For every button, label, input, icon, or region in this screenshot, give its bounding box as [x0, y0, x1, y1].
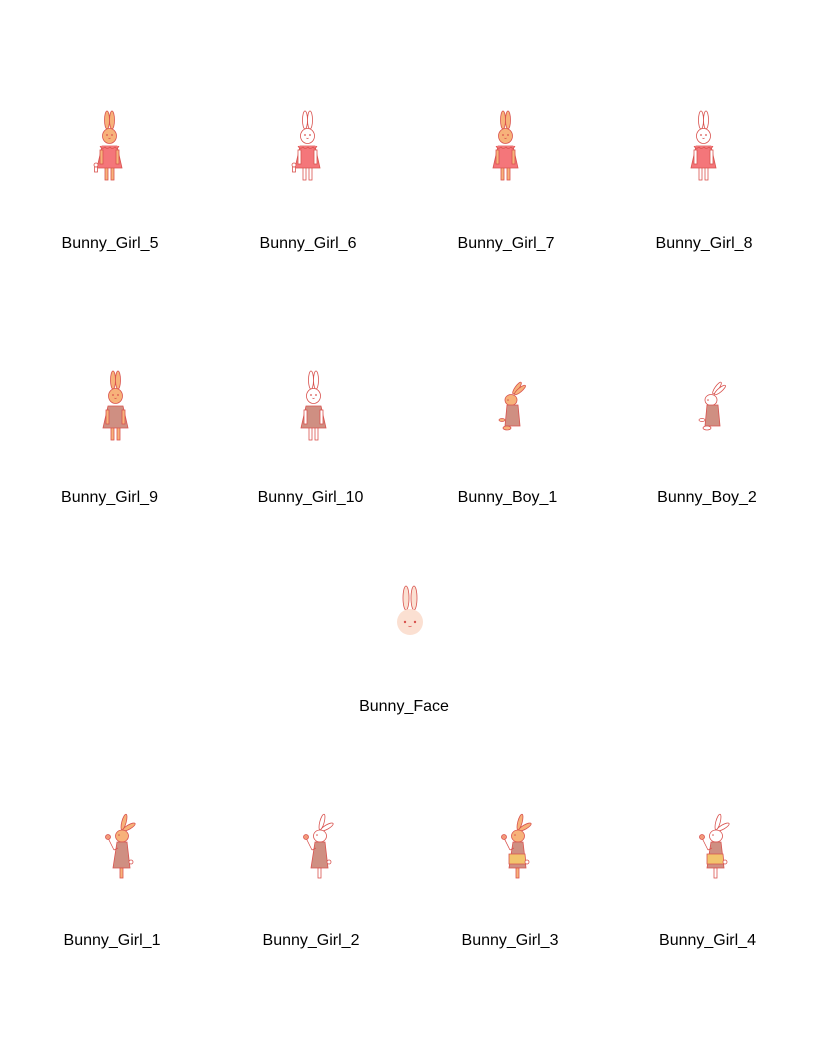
item-label: Bunny_Girl_1: [63, 932, 161, 949]
bunny-illustration: [490, 368, 534, 448]
bunny-illustration: [94, 368, 138, 448]
bunny-illustration: [388, 578, 432, 648]
bunny-illustration: [690, 368, 734, 448]
catalog-item: [224, 368, 404, 506]
item-label: Bunny_Girl_3: [461, 932, 559, 949]
catalog-item: [624, 810, 804, 949]
bunny-illustration: [682, 108, 726, 188]
item-label: Bunny_Girl_9: [61, 489, 158, 506]
item-label: Bunny_Boy_2: [657, 489, 757, 506]
bunny-illustration: [98, 810, 142, 890]
item-label: Bunny_Face: [359, 698, 449, 715]
item-label: Bunny_Girl_6: [259, 235, 357, 252]
catalog-item: [614, 108, 794, 252]
bunny-illustration: [292, 368, 336, 448]
catalog-item: [218, 108, 398, 252]
catalog-item: [416, 108, 596, 252]
catalog-item: [20, 108, 200, 252]
bunny-illustration: [286, 108, 330, 188]
item-label: Bunny_Girl_2: [262, 932, 360, 949]
bunny-illustration: [494, 810, 538, 890]
item-label: Bunny_Girl_5: [61, 235, 159, 252]
item-label: Bunny_Boy_1: [457, 489, 558, 506]
catalog-item: [422, 368, 602, 506]
catalog-item: [320, 578, 500, 715]
item-label: Bunny_Girl_8: [655, 235, 753, 252]
bunny-illustration: [296, 810, 340, 890]
bunny-illustration: [484, 108, 528, 188]
item-label: Bunny_Girl_10: [257, 489, 364, 506]
catalog-item: [622, 368, 802, 506]
catalog-item: [426, 810, 606, 949]
bunny-illustration: [692, 810, 736, 890]
item-label: Bunny_Girl_4: [659, 932, 756, 949]
bunny-illustration: [88, 108, 132, 188]
item-label: Bunny_Girl_7: [457, 235, 555, 252]
catalog-item: [30, 810, 210, 949]
catalog-item: [228, 810, 408, 949]
catalog-item: [26, 368, 206, 506]
